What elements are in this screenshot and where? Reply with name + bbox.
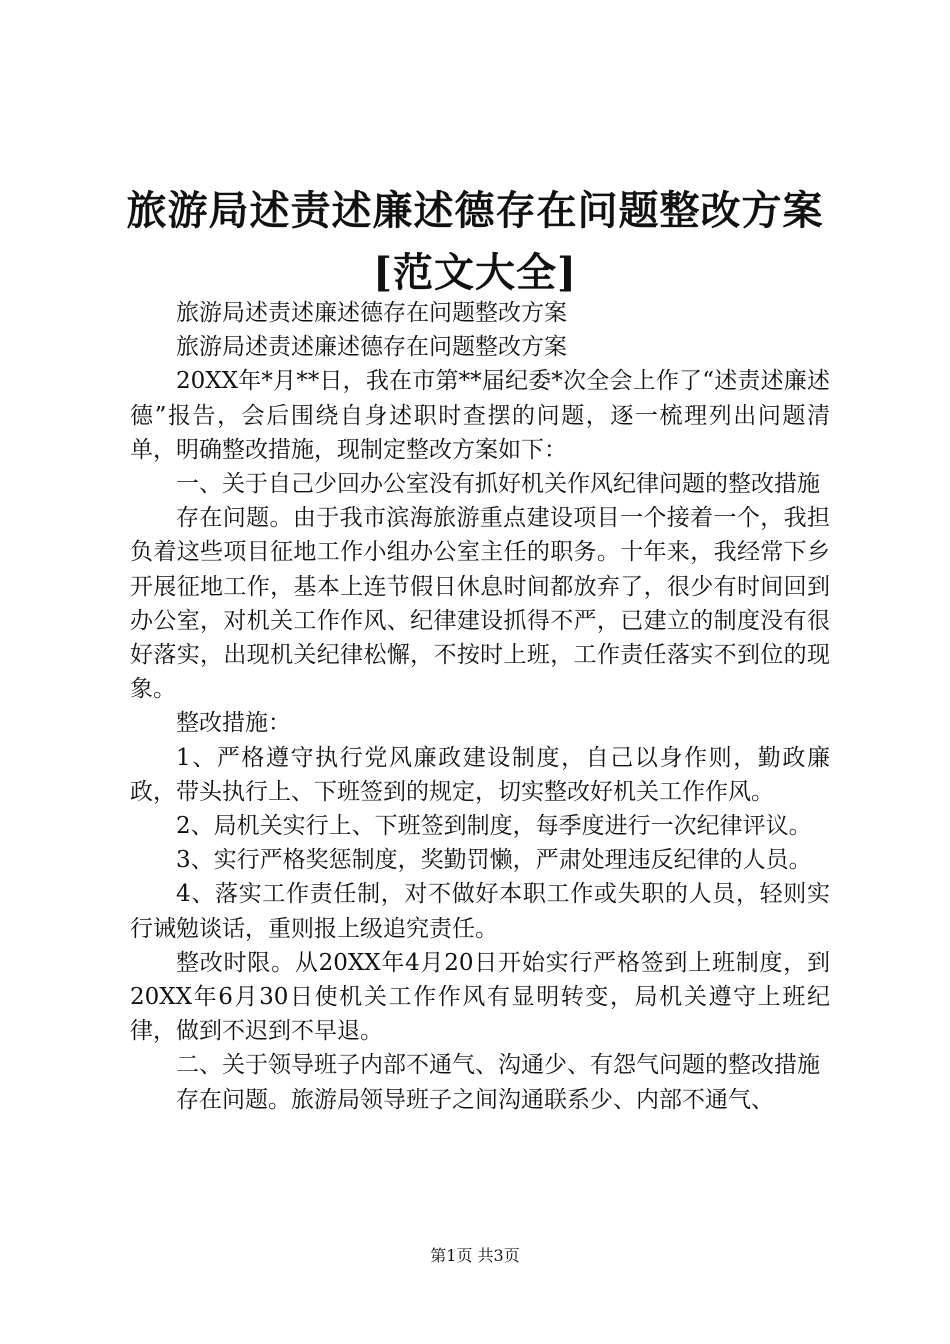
document-title: 旅游局述责述廉述德存在问题整改方案[范文大全]: [126, 187, 824, 296]
list-item: 2、局机关实行上、下班签到制度，每季度进行一次纪律评议。: [176, 813, 812, 840]
paragraph: 存在问题。旅游局领导班子之间沟通联系少、内部不通气、: [176, 1086, 774, 1113]
section-heading: 一、关于自己少回办公室没有抓好机关作风纪律问题的整改措施: [176, 471, 820, 498]
paragraph: 整改时限。从20XX年4月20日开始实行严格签到上班制度，到20XX年6月30日使机关工作作风有显明转变，局机关遵守上班纪律，做到不迟到不早退。: [130, 949, 830, 1045]
paragraph: 20XX年*月**日，我在市第**届纪委*次全会上作了“述责述廉述德”报告，会后围绕自身述职时查摆的问题，逐一梳理列出问题清单，明确整改措施，现制定整改方案如下：: [130, 368, 830, 463]
list-item: 4、落实工作责任制，对不做好本职工作或失职的人员，轻则实行诫勉谈话，重则报上级追究责任。: [130, 881, 830, 942]
section-heading: 二、关于领导班子内部不通气、沟通少、有怨气问题的整改措施: [176, 1052, 820, 1079]
page-footer: 第1页 共3页: [430, 1246, 520, 1265]
paragraph: 整改措施：: [176, 710, 291, 737]
list-item: 1、严格遵守执行党风廉政建设制度，自己以身作则，勤政廉政，带头执行上、下班签到的规定，切实整改好机关工作作风。: [130, 744, 830, 805]
paragraph: 旅游局述责述廉述德存在问题整改方案: [176, 300, 567, 326]
list-item: 3、实行严格奖惩制度，奖勤罚懒，严肃处理违反纪律的人员。: [176, 847, 812, 874]
document-body: [130, 296, 830, 1117]
paragraph: 旅游局述责述廉述德存在问题整改方案: [176, 334, 567, 361]
paragraph: 存在问题。由于我市滨海旅游重点建设项目一个接着一个，我担负着这些项目征地工作小组办公室主任的职务。十年来，我经常下乡开展征地工作，基本上连节假日休息时间都放弃了，很少有时间回到办公室，对机关工作作风、纪律建设抓得不严，已建立的制度没有很好落实，出现机关纪律松懈，不按时上班，工作责任落实不到位的现象。: [130, 505, 830, 703]
